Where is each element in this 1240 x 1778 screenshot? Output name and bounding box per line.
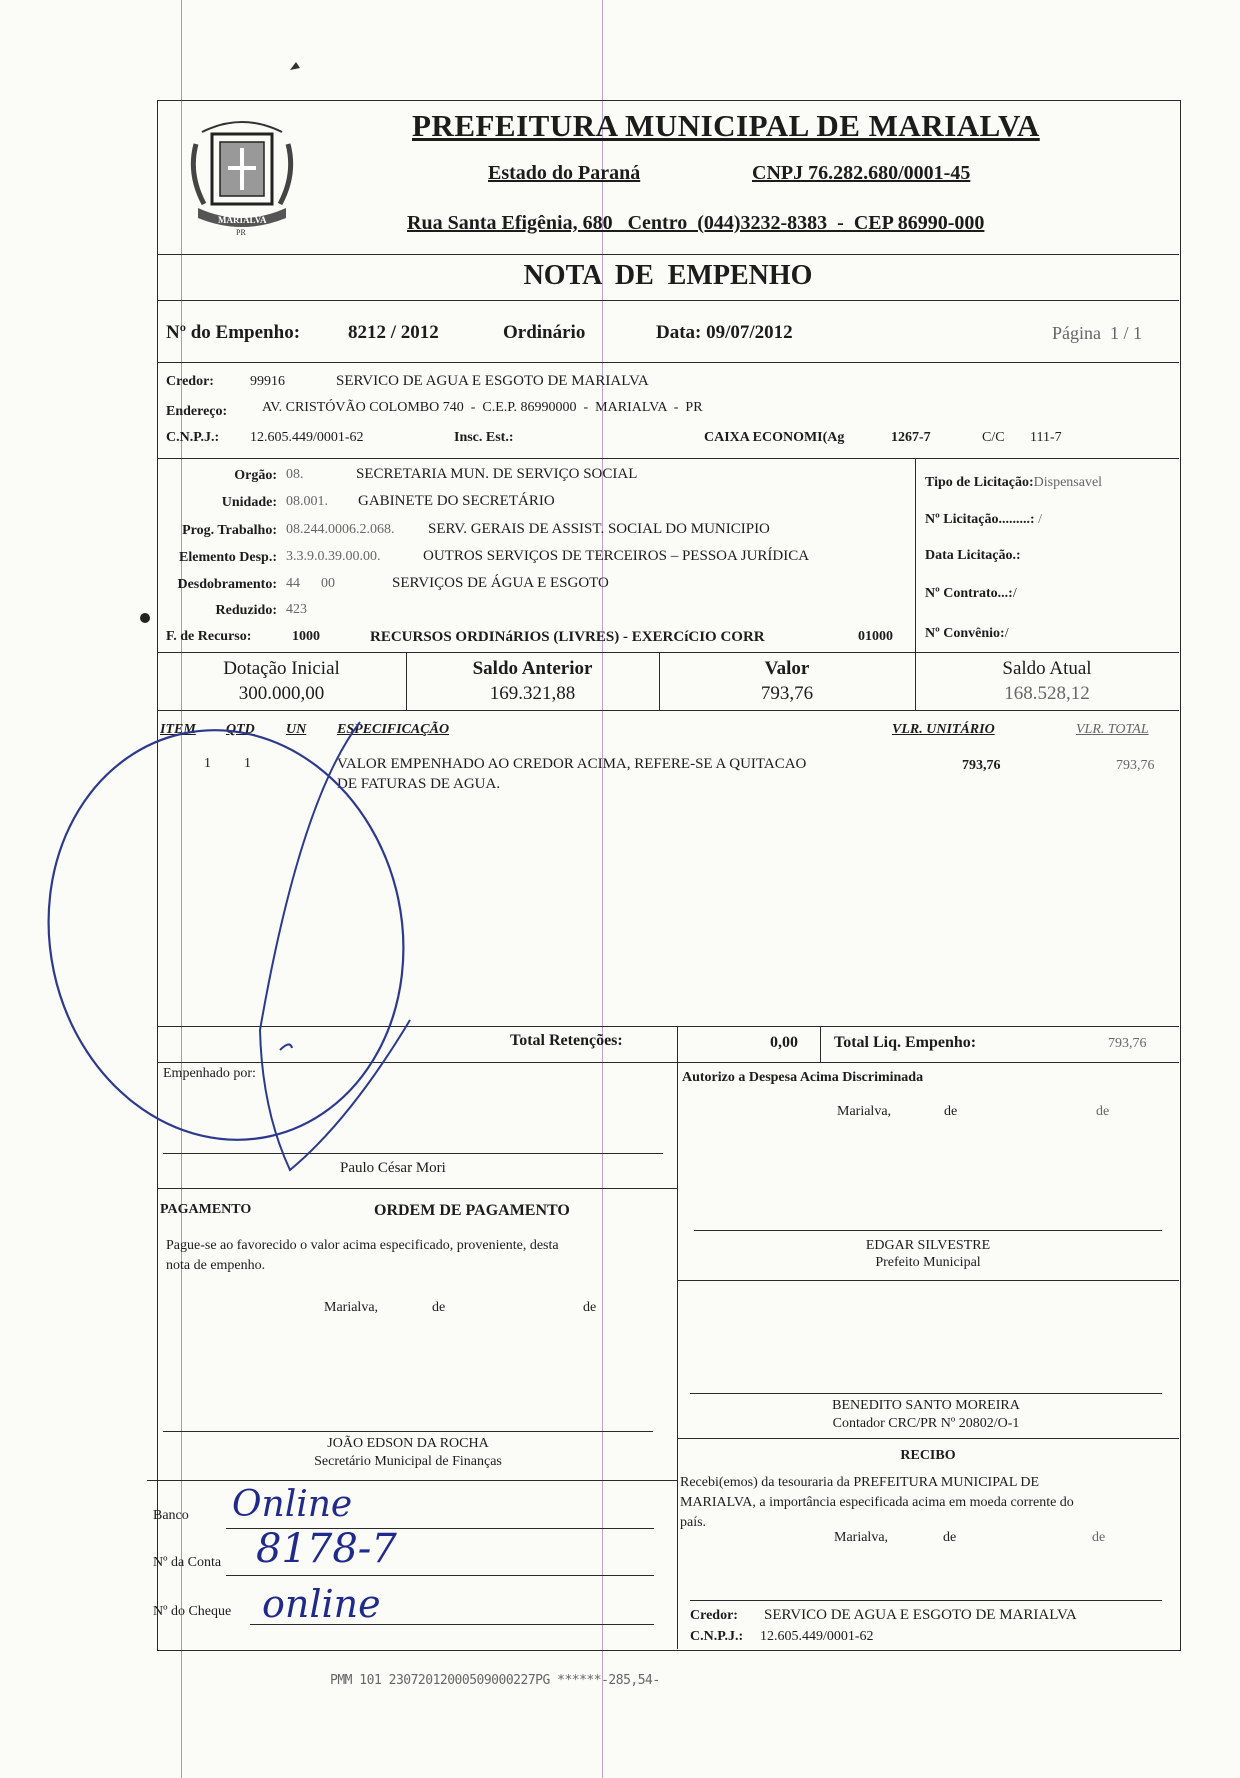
cnpj-value: 12.605.449/0001-62 [250,430,364,445]
pagamento-text-1: Pague-se ao favorecido o valor acima especificado, proveniente, desta [166,1238,559,1253]
empenhado-label: Empenhado por: [163,1066,256,1081]
pagamento-place: Marialva, [324,1300,379,1315]
autorizo-de-2: de [1096,1104,1110,1119]
empenho-number-label: Nº do Empenho: [166,322,301,343]
pagamento-label: PAGAMENTO [160,1202,252,1217]
accountant-name: BENEDITO SANTO MOREIRA [832,1398,1020,1413]
item-total-value: 793,76 [1116,758,1155,773]
cheque-label: Nº do Cheque [153,1604,232,1619]
empenho-number: 8212 / 2012 [348,322,439,343]
recibo-text-1: Recebi(emos) da tesouraria da PREFEITURA MUNICIPAL DE [680,1475,1040,1490]
recibo-credor-label: Credor: [690,1608,738,1623]
cnpj-label: C.N.P.J.: [166,430,220,445]
licitacao-number: Nº Licitação.........: / [925,512,1042,527]
balance-label: Saldo Atual [1002,658,1092,679]
balance-value: 300.000,00 [238,683,325,704]
licitacao-date: Data Licitação.: [925,548,1021,563]
finance-secretary-name: JOÃO EDSON DA ROCHA [327,1436,489,1451]
finance-secretary-role: Secretário Municipal de Finanças [314,1454,502,1469]
autorizo-place: Marialva, [837,1104,892,1119]
account-label: C/C [982,430,1005,445]
retencoes-label: Total Retenções: [510,1032,623,1049]
recibo-cnpj-value: 12.605.449/0001-62 [760,1629,874,1644]
insc-label: Insc. Est.: [454,430,514,445]
recurso-desc: RECURSOS ORDINáRIOS (LIVRES) - EXERCíCIO CORR [370,629,765,645]
budget-description: OUTROS SERVIÇOS DE TERCEIROS – PESSOA JURÍDICA [423,548,810,564]
col-total-value: VLR. TOTAL [1076,722,1149,737]
pagamento-title: ORDEM DE PAGAMENTO [374,1202,570,1219]
budget-label: Desdobramento: [177,577,277,592]
balance-value: 169.321,88 [489,683,576,704]
conta-label: Nº da Conta [153,1555,222,1570]
crest-logo [182,104,302,240]
pagamento-de-2: de [583,1300,597,1315]
mayor-role: Prefeito Municipal [875,1255,981,1270]
recurso-num: 01000 [858,629,893,644]
col-un: UN [286,722,307,737]
budget-label: Orgão: [234,468,277,483]
budget-code: 08.001. [286,494,328,509]
licitacao-type-label: Tipo de Licitação:Dispensavel [925,475,1103,490]
credor-name: SERVICO DE AGUA E ESGOTO DE MARIALVA [336,373,649,389]
empenho-type: Ordinário [503,322,586,343]
balance-label: Valor [764,658,810,679]
account-value: 111-7 [1030,430,1062,445]
retencoes-value: 0,00 [770,1034,798,1051]
balance-label: Dotação Inicial [223,658,340,679]
crest-tag: PR [236,228,246,237]
col-item: ITEM [160,722,196,737]
conta-handwritten: 8178-7 [256,1526,397,1572]
budget-label: Unidade: [221,495,277,510]
recibo-de-2: de [1092,1530,1106,1545]
bank-agency: 1267-7 [891,430,931,445]
header-cnpj: CNPJ 76.282.680/0001-45 [752,162,971,184]
liquido-label: Total Liq. Empenho: [834,1034,977,1051]
autorizo-title: Autorizo a Despesa Acima Discriminada [682,1070,924,1085]
empenhado-signer: Paulo César Mori [340,1160,446,1176]
recurso-label: F. de Recurso: [166,629,252,644]
contrato-number: Nº Contrato...:/ [925,586,1017,601]
budget-code: 423 [286,602,307,617]
col-unit-value: VLR. UNITÁRIO [892,722,995,737]
accountant-role: Contador CRC/PR Nº 20802/O-1 [832,1416,1020,1431]
item-number: 1 [204,756,211,771]
autorizo-de-1: de [944,1104,958,1119]
balance-value: 793,76 [760,683,814,704]
recibo-de-1: de [943,1530,957,1545]
banco-label: Banco [153,1508,189,1523]
bank-name: CAIXA ECONOMI(Ag [704,430,845,445]
budget-description: SECRETARIA MUN. DE SERVIÇO SOCIAL [356,466,638,482]
header-address: Rua Santa Efigênia, 680 Centro (044)3232-8383 - CEP 86990-000 [407,212,985,234]
convenio-number: Nº Convênio:/ [925,626,1009,641]
page-title: PREFEITURA MUNICIPAL DE MARIALVA [412,108,1040,143]
banco-handwritten: Online [232,1484,353,1525]
item-unit-value: 793,76 [962,758,1001,773]
budget-description: SERVIÇOS DE ÁGUA E ESGOTO [392,575,609,591]
pagamento-text-2: nota de empenho. [166,1258,266,1273]
budget-description: GABINETE DO SECRETÁRIO [358,493,555,509]
budget-label: Prog. Trabalho: [182,523,277,538]
item-spec-2: DE FATURAS DE AGUA. [337,776,501,792]
col-qtd: QTD [226,722,255,737]
item-qty: 1 [244,756,251,771]
item-spec-1: VALOR EMPENHADO AO CREDOR ACIMA, REFERE-SE A QUITACAO [337,756,807,772]
liquido-value: 793,76 [1108,1036,1147,1051]
budget-code: 08. [286,467,304,482]
recibo-text-3: país. [680,1515,707,1530]
crest-motto: MARIALVA [218,215,267,225]
empenho-date: Data: 09/07/2012 [656,322,793,343]
mayor-name: EDGAR SILVESTRE [865,1238,991,1253]
recibo-credor-value: SERVICO DE AGUA E ESGOTO DE MARIALVA [764,1607,1077,1623]
pagamento-de-1: de [432,1300,446,1315]
budget-code: 3.3.9.0.39.00.00. [286,549,381,564]
recibo-text-2: MARIALVA, a importância especificada acima em moeda corrente do [680,1495,1074,1510]
recibo-place: Marialva, [834,1530,889,1545]
balance-label: Saldo Anterior [472,658,593,679]
col-spec: ESPECIFICAÇÃO [337,722,450,737]
document-title: NOTA DE EMPENHO [523,260,813,291]
budget-code: 44 00 [286,576,335,591]
recibo-title: RECIBO [900,1448,956,1463]
page-number: Página 1 / 1 [1052,323,1142,343]
budget-description: SERV. GERAIS DE ASSIST. SOCIAL DO MUNICIPIO [428,521,770,537]
budget-code: 08.244.0006.2.068. [286,522,395,537]
budget-label: Elemento Desp.: [179,550,277,565]
recurso-code: 1000 [292,629,320,644]
balance-value: 168.528,12 [1004,683,1090,704]
state-name: Estado do Paraná [488,162,641,184]
budget-label: Reduzido: [215,603,277,618]
endereco-value: AV. CRISTÓVÃO COLOMBO 740 - C.E.P. 86990000 - MARIALVA - PR [262,400,703,415]
credor-code: 99916 [250,374,285,389]
credor-label: Credor: [166,374,214,389]
recibo-cnpj-label: C.N.P.J.: [690,1629,744,1644]
endereco-label: Endereço: [166,404,228,419]
footer-stamp: PMM 101 23072012000509000227PG ******-285,54- [330,1673,660,1688]
cheque-handwritten: online [262,1582,381,1626]
